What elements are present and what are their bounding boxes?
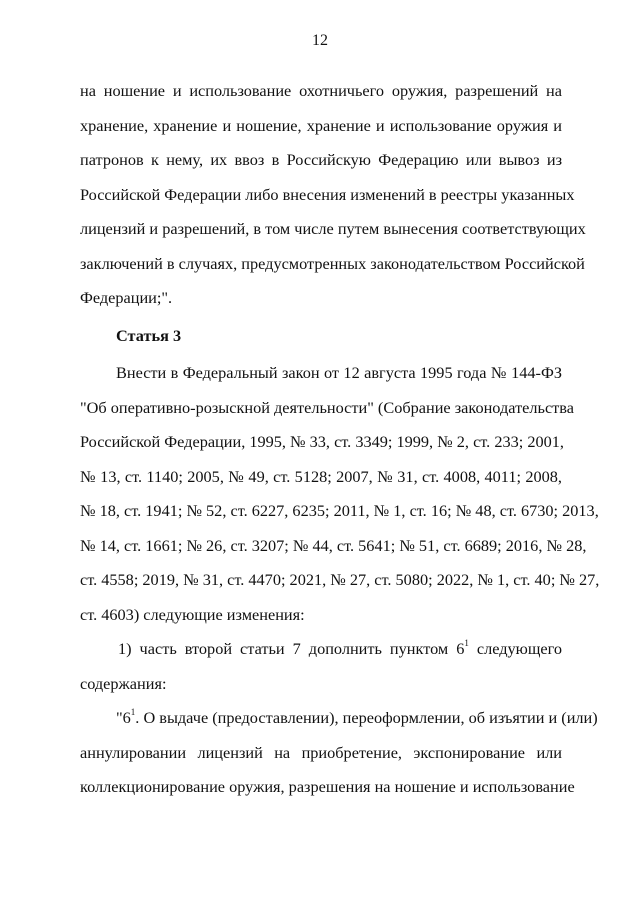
text-line: "Об оперативно-розыскной деятельности" (Собрание законодательства <box>80 397 575 417</box>
text-line: ст. 4603) следующие изменения: <box>80 604 305 624</box>
text-line: коллекционирование оружия, разрешения на ношение и использование <box>80 777 575 796</box>
text-line <box>80 701 598 736</box>
superscript: 1 <box>464 638 469 648</box>
text-line: содержания: <box>80 673 167 693</box>
paragraph-quoted-item <box>80 701 598 805</box>
text-line: № 18, ст. 1941; № 52, ст. 6227, 6235; 2011, № 1, ст. 16; № 48, ст. 6730; 2013, <box>80 501 599 520</box>
text-line: № 14, ст. 1661; № 26, ст. 3207; № 44, ст. 5641; № 51, ст. 6689; 2016, № 28, <box>80 535 587 555</box>
article-heading: Статья 3 <box>116 325 182 345</box>
text-line: Российской Федерации, 1995, № 33, ст. 3349; 1999, № 2, ст. 233; 2001, <box>80 432 564 451</box>
text-line: № 13, ст. 1140; 2005, № 49, ст. 5128; 2007, № 31, ст. 4008, 4011; 2008, <box>80 466 562 486</box>
paragraph-continuation <box>80 74 586 316</box>
text-line: патронов к нему, их ввоз в Российскую Федерацию или вывоз из <box>80 150 562 169</box>
paragraph-amendment-intro <box>80 356 600 632</box>
text-line: Внести в Федеральный закон от 12 августа 1995 года № 144-ФЗ <box>116 363 562 382</box>
text-line: Российской Федерации либо внесения изменений в реестры указанных <box>80 184 575 204</box>
text-line: на ношение и использование охотничьего оружия, разрешений на <box>80 81 562 100</box>
superscript: 1 <box>130 707 136 717</box>
paragraph-item-1 <box>80 632 562 701</box>
text-line: Федерации;". <box>80 288 173 307</box>
text-segment: "6 <box>116 708 131 727</box>
page-number: 12 <box>312 32 328 49</box>
text-line: лицензий и разрешений, в том числе путем вынесения соответствующих <box>80 219 586 238</box>
text-segment: следующего <box>468 639 562 658</box>
text-segment: . О выдаче (предоставлении), переоформлении, об изъятии и (или) <box>135 708 598 727</box>
text-line: хранение, хранение и ношение, хранение и использование оружия и <box>80 115 562 135</box>
text-line: заключений в случаях, предусмотренных законодательством Российской <box>80 253 585 273</box>
document-body <box>80 74 600 805</box>
text-segment: 1) часть второй статьи 7 дополнить пунктом 6 <box>118 639 465 658</box>
text-line: аннулировании лицензий на приобретение, экспонирование или <box>80 742 562 762</box>
text-line <box>80 632 562 667</box>
text-line: ст. 4558; 2019, № 31, ст. 4470; 2021, № 27, ст. 5080; 2022, № 1, ст. 40; № 27, <box>80 570 600 589</box>
